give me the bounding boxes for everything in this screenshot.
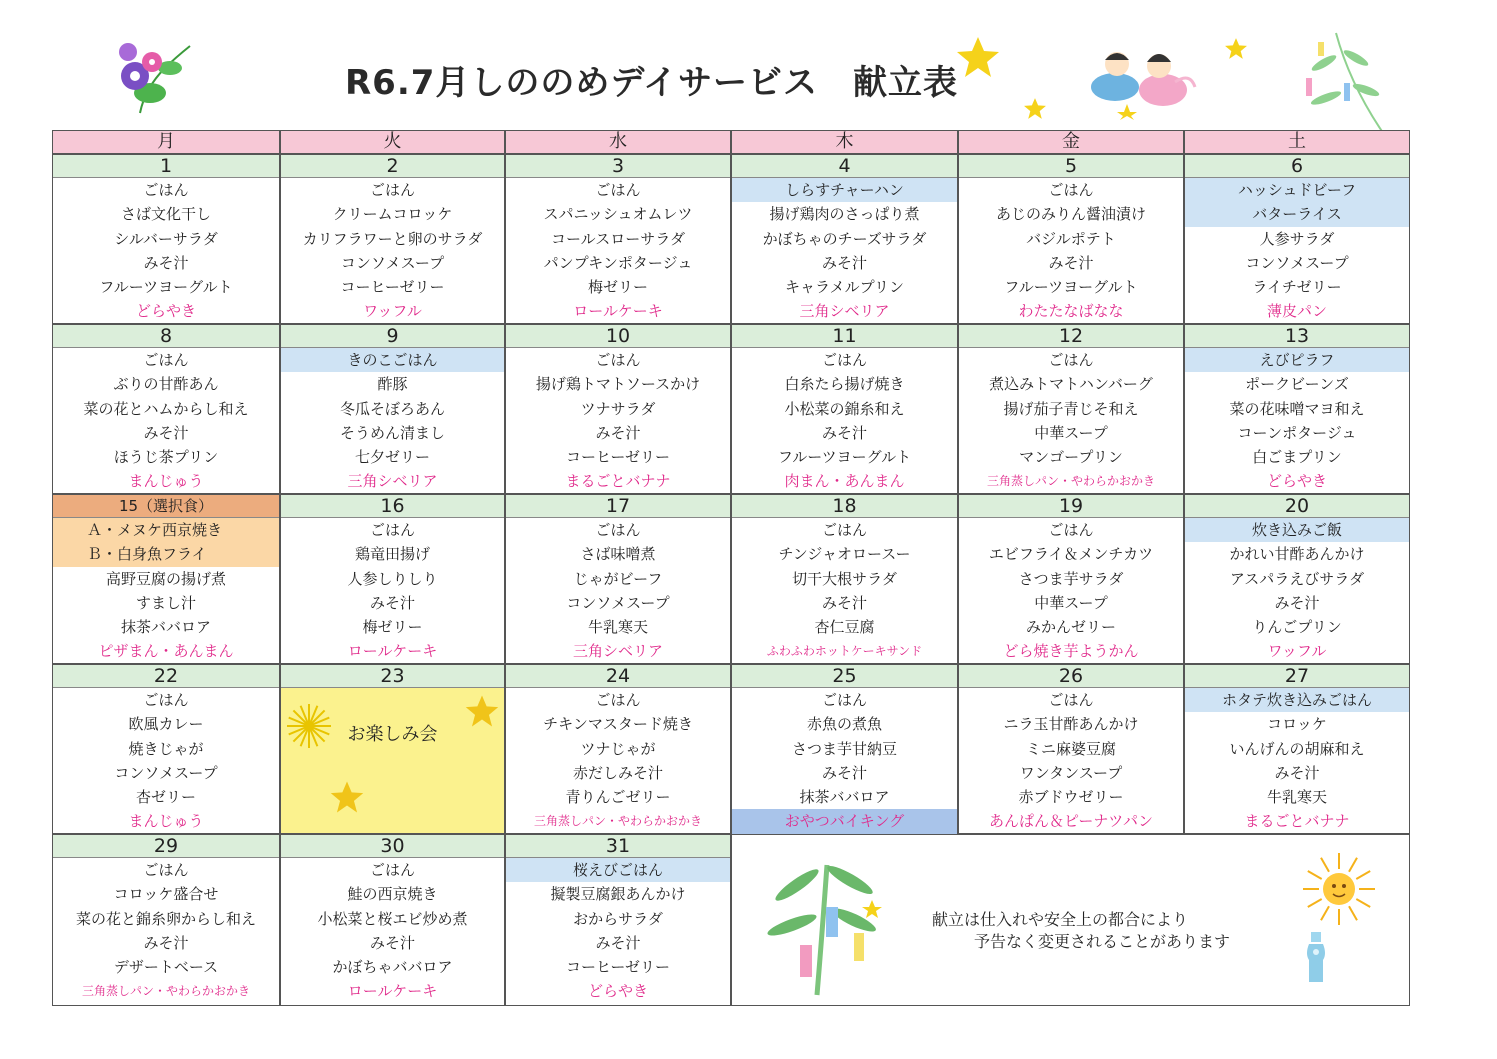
star-icon bbox=[955, 35, 1001, 79]
menu-list bbox=[1185, 518, 1409, 664]
menu-item: みそ汁 bbox=[143, 423, 189, 442]
menu-item: バジルポテト bbox=[1026, 229, 1116, 248]
menu-item: かぼちゃババロア bbox=[332, 958, 453, 977]
menu-item: ごはん bbox=[143, 861, 189, 879]
menu-item: 菜の花味噌マヨ和え bbox=[1229, 399, 1365, 418]
day-number: 5 bbox=[959, 155, 1183, 178]
menu-item: フルーツヨーグルト bbox=[777, 448, 912, 467]
main-dish-item: しらすチャーハン bbox=[732, 178, 957, 202]
menu-item: 中華スープ bbox=[1034, 593, 1108, 612]
menu-item: みそ汁 bbox=[821, 593, 867, 612]
day-number: 16 bbox=[281, 495, 504, 518]
menu-item: デザートベース bbox=[113, 958, 219, 977]
menu-list bbox=[53, 688, 279, 834]
menu-item: ごはん bbox=[595, 691, 641, 709]
menu-item: さつま芋サラダ bbox=[1018, 569, 1124, 588]
event-label: お楽しみ会 bbox=[347, 724, 438, 745]
menu-list bbox=[506, 348, 730, 494]
menu-list bbox=[281, 348, 504, 494]
day-number: 20 bbox=[1185, 495, 1409, 518]
star-icon bbox=[1023, 97, 1047, 120]
menu-list bbox=[281, 518, 504, 664]
menu-item: さつま芋甘納豆 bbox=[791, 739, 897, 758]
orihime-hikoboshi-illustration bbox=[1085, 42, 1197, 120]
menu-list bbox=[1185, 688, 1409, 834]
menu-list bbox=[53, 518, 279, 664]
day-cell bbox=[731, 664, 958, 834]
day-number: 27 bbox=[1185, 665, 1409, 688]
snack-item: ワッフル bbox=[1267, 642, 1327, 661]
menu-list bbox=[959, 518, 1183, 664]
menu-list bbox=[506, 858, 730, 1004]
snack-item: ピザまん・あんまん bbox=[98, 642, 234, 661]
bamboo-decoration-icon bbox=[1296, 28, 1394, 143]
menu-item: ごはん bbox=[369, 181, 415, 199]
day-number: 30 bbox=[281, 835, 504, 858]
menu-item: マンゴープリン bbox=[1019, 448, 1123, 467]
menu-list bbox=[732, 518, 957, 664]
menu-list bbox=[53, 858, 279, 1004]
main-dish-item: えびピラフ bbox=[1185, 348, 1409, 372]
menu-list bbox=[281, 178, 504, 324]
main-dish-item: 炊き込みご飯 bbox=[1185, 518, 1409, 542]
day-number: 10 bbox=[506, 325, 730, 348]
menu-item: ワンタンスープ bbox=[1019, 763, 1123, 782]
snack-item: 三角蒸しパン・やわらかおかき bbox=[81, 984, 250, 999]
day-number: 1 bbox=[53, 155, 279, 178]
snack-item: どらやき bbox=[587, 982, 648, 1001]
menu-item: カリフラワーと卵のサラダ bbox=[302, 229, 483, 248]
menu-item: コーヒーゼリー bbox=[565, 448, 671, 467]
menu-item: 擬製豆腐銀あんかけ bbox=[550, 885, 686, 904]
menu-item: みそ汁 bbox=[595, 423, 641, 442]
menu-item: りんごプリン bbox=[1252, 618, 1342, 637]
menu-list bbox=[1185, 348, 1409, 494]
menu-item: フルーツヨーグルト bbox=[1004, 278, 1138, 297]
menu-item: キャラメルプリン bbox=[785, 278, 904, 297]
day-cell bbox=[1184, 154, 1410, 324]
choice-item: Ｂ・白身魚フライ bbox=[53, 542, 279, 566]
menu-item: 酢豚 bbox=[377, 375, 408, 394]
menu-item: 冬瓜そぼろあん bbox=[339, 399, 445, 418]
menu-item: フルーツヨーグルト bbox=[99, 278, 233, 297]
snack-item: まんじゅう bbox=[128, 812, 204, 831]
menu-item: 牛乳寒天 bbox=[587, 618, 648, 637]
menu-item: クリームコロッケ bbox=[332, 205, 453, 224]
day-cell bbox=[52, 494, 280, 664]
menu-item: 揚げ茄子青じそ和え bbox=[1003, 399, 1139, 418]
menu-item: ごはん bbox=[821, 691, 867, 709]
menu-item: ほうじ茶プリン bbox=[113, 448, 219, 467]
menu-item: みそ汁 bbox=[821, 763, 867, 782]
menu-item: おからサラダ bbox=[573, 909, 663, 928]
snack-item: 三角シベリア bbox=[347, 472, 438, 491]
menu-item: パンプキンポタージュ bbox=[543, 253, 693, 272]
menu-item: ごはん bbox=[595, 351, 641, 369]
notice-box bbox=[731, 834, 1410, 1006]
menu-item: 人参サラダ bbox=[1259, 229, 1335, 248]
menu-item: 切干大根サラダ bbox=[792, 569, 897, 588]
menu-item: 赤ブドウゼリー bbox=[1018, 788, 1124, 807]
snack-item: ふわふわホットケーキサンド bbox=[766, 644, 923, 659]
menu-item: ミニ麻婆豆腐 bbox=[1025, 739, 1116, 758]
day-cell bbox=[505, 494, 731, 664]
day-number: 13 bbox=[1185, 325, 1409, 348]
snack-item: 三角蒸しパン・やわらかおかき bbox=[986, 474, 1155, 489]
notice-text bbox=[932, 909, 1230, 953]
menu-item: かぼちゃのチーズサラダ bbox=[762, 229, 927, 248]
menu-item: 七夕ゼリー bbox=[354, 448, 430, 467]
event-day-cell bbox=[280, 664, 505, 834]
weekday-header: 金 bbox=[958, 130, 1184, 154]
menu-list bbox=[53, 348, 279, 494]
day-cell bbox=[280, 154, 505, 324]
menu-item: シルバーサラダ bbox=[114, 229, 218, 248]
menu-list bbox=[732, 178, 957, 324]
snack-item: ロールケーキ bbox=[347, 982, 438, 1001]
star-icon bbox=[329, 780, 365, 814]
day-cell bbox=[280, 834, 505, 1006]
menu-item: 青りんごゼリー bbox=[565, 788, 671, 807]
menu-item: ごはん bbox=[1048, 351, 1094, 369]
choice-item: Ａ・メヌケ西京焼き bbox=[53, 518, 279, 542]
snack-item: まるごとバナナ bbox=[1244, 812, 1350, 831]
menu-item: チンジャオロースー bbox=[778, 545, 911, 564]
day-cell bbox=[958, 324, 1184, 494]
menu-item: 中華スープ bbox=[1034, 423, 1108, 442]
menu-list bbox=[506, 688, 730, 834]
menu-item: コンソメスープ bbox=[566, 593, 670, 612]
main-dish-item: ホタテ炊き込みごはん bbox=[1185, 688, 1409, 712]
snack-item: あんぱん＆ピーナツパン bbox=[989, 812, 1153, 831]
snack-item: ワッフル bbox=[363, 302, 422, 321]
menu-item: いんげんの胡麻和え bbox=[1229, 739, 1365, 758]
menu-item: 揚げ鶏トマトソースかけ bbox=[535, 375, 701, 394]
menu-item: コンソメスープ bbox=[114, 763, 218, 782]
day-number: 17 bbox=[506, 495, 730, 518]
menu-list bbox=[506, 178, 730, 324]
menu-item: みそ汁 bbox=[1274, 763, 1320, 782]
day-cell bbox=[1184, 494, 1410, 664]
menu-item: エビフライ＆メンチカツ bbox=[988, 545, 1154, 564]
day-cell bbox=[52, 834, 280, 1006]
day-number: 2 bbox=[281, 155, 504, 178]
menu-item: ニラ玉甘酢あんかけ bbox=[1003, 715, 1139, 734]
day-number: 18 bbox=[732, 495, 957, 518]
menu-item: 牛乳寒天 bbox=[1266, 788, 1327, 807]
menu-item: ごはん bbox=[143, 691, 189, 709]
snack-item: 三角シベリア bbox=[572, 642, 663, 661]
weekday-header: 木 bbox=[731, 130, 958, 154]
menu-item: 揚げ鶏肉のさっぱり煮 bbox=[769, 205, 920, 224]
menu-item: 焼きじゃが bbox=[128, 739, 204, 758]
day-number: 6 bbox=[1185, 155, 1409, 178]
notice-line: 献立は仕入れや安全上の都合により bbox=[932, 910, 1189, 929]
menu-item: ごはん bbox=[595, 521, 641, 539]
menu-item: じゃがビーフ bbox=[573, 569, 663, 588]
menu-item: ごはん bbox=[821, 521, 867, 539]
menu-item: みそ汁 bbox=[369, 933, 415, 952]
snack-item: わたたなばなな bbox=[1018, 302, 1124, 321]
day-cell bbox=[1184, 664, 1410, 834]
sun-icon bbox=[1299, 849, 1379, 929]
menu-item: みそ汁 bbox=[821, 253, 867, 272]
day-cell bbox=[958, 664, 1184, 834]
menu-item: 抹茶ババロア bbox=[799, 788, 890, 807]
snack-item: 三角蒸しパン・やわらかおかき bbox=[533, 814, 702, 829]
menu-item: ごはん bbox=[143, 181, 189, 199]
day-cell bbox=[52, 154, 280, 324]
snack-item: おやつバイキング bbox=[732, 809, 957, 833]
menu-item: コーンポタージュ bbox=[1237, 423, 1357, 442]
menu-item: ごはん bbox=[1048, 521, 1094, 539]
notice-line: 予告なく変更されることがあります bbox=[974, 932, 1231, 951]
day-number: 31 bbox=[506, 835, 730, 858]
menu-item: ポークビーンズ bbox=[1245, 375, 1349, 394]
snack-item: どらやき bbox=[1266, 472, 1327, 491]
snack-item: どらやき bbox=[135, 302, 196, 321]
snack-item: どら焼き芋ようかん bbox=[1003, 642, 1139, 661]
day-cell bbox=[52, 324, 280, 494]
weekday-header: 月 bbox=[52, 130, 280, 154]
day-number: 12 bbox=[959, 325, 1183, 348]
day-cell bbox=[505, 664, 731, 834]
day-cell bbox=[958, 154, 1184, 324]
menu-item: 鶏竜田揚げ bbox=[354, 545, 430, 564]
menu-list bbox=[732, 688, 957, 834]
day-number: 23 bbox=[281, 665, 504, 688]
day-cell bbox=[731, 494, 958, 664]
menu-item: コーヒーゼリー bbox=[340, 278, 445, 297]
day-cell bbox=[731, 324, 958, 494]
menu-item: コロッケ盛合せ bbox=[113, 885, 219, 904]
menu-item: 菜の花とハムからし和え bbox=[83, 399, 249, 418]
menu-list bbox=[959, 178, 1183, 324]
menu-item: ぶりの甘酢あん bbox=[113, 375, 219, 394]
menu-list bbox=[959, 348, 1183, 494]
day-cell bbox=[505, 154, 731, 324]
day-number: 24 bbox=[506, 665, 730, 688]
main-dish-item: ハッシュドビーフ bbox=[1185, 178, 1409, 202]
menu-item: みそ汁 bbox=[143, 933, 189, 952]
menu-item: みそ汁 bbox=[1048, 253, 1094, 272]
day-cell bbox=[505, 834, 731, 1006]
menu-item: 赤魚の煮魚 bbox=[806, 715, 882, 734]
menu-list bbox=[732, 348, 957, 494]
menu-item: 梅ゼリー bbox=[587, 278, 648, 297]
star-icon bbox=[1224, 37, 1248, 60]
menu-item: 菜の花と錦糸卵からし和え bbox=[75, 909, 256, 928]
weekday-header: 土 bbox=[1184, 130, 1410, 154]
menu-item: 抹茶ババロア bbox=[120, 618, 211, 637]
snack-item: まんじゅう bbox=[128, 472, 204, 491]
day-cell bbox=[280, 324, 505, 494]
menu-list bbox=[53, 178, 279, 324]
menu-item: 高野豆腐の揚げ煮 bbox=[105, 569, 226, 588]
day-cell bbox=[505, 324, 731, 494]
snack-item: 薄皮パン bbox=[1266, 302, 1327, 321]
menu-list bbox=[959, 688, 1183, 834]
menu-item: スパニッシュオムレツ bbox=[543, 205, 693, 224]
day-cell bbox=[52, 664, 280, 834]
snack-item: ロールケーキ bbox=[347, 642, 438, 661]
menu-item: ごはん bbox=[821, 351, 867, 369]
day-number: 4 bbox=[732, 155, 957, 178]
menu-calendar bbox=[52, 130, 1410, 1006]
menu-item: 人参しりしり bbox=[347, 569, 438, 588]
ramune-bottle-icon bbox=[1303, 930, 1329, 985]
day-number: 3 bbox=[506, 155, 730, 178]
menu-item: みそ汁 bbox=[143, 253, 189, 272]
menu-item: 梅ゼリー bbox=[362, 618, 423, 637]
day-number: 22 bbox=[53, 665, 279, 688]
weekday-header: 火 bbox=[280, 130, 505, 154]
day-number: 19 bbox=[959, 495, 1183, 518]
day-number: 11 bbox=[732, 325, 957, 348]
menu-list bbox=[1185, 178, 1409, 324]
snack-item: 肉まん・あんまん bbox=[784, 472, 905, 491]
page-title: R6.7月しののめデイサービス 献立表 bbox=[345, 63, 959, 103]
menu-item: アスパラえびサラダ bbox=[1229, 569, 1365, 588]
snack-item: 三角シベリア bbox=[799, 302, 890, 321]
menu-list bbox=[506, 518, 730, 664]
menu-item: 白ごまプリン bbox=[1252, 448, 1342, 467]
menu-item: 赤だしみそ汁 bbox=[572, 763, 663, 782]
day-number: 15（選択食） bbox=[53, 495, 279, 518]
menu-item: ごはん bbox=[369, 861, 415, 879]
menu-item: ごはん bbox=[1048, 181, 1094, 199]
menu-item: そうめん清まし bbox=[339, 423, 445, 442]
day-cell bbox=[1184, 324, 1410, 494]
menu-item: すまし汁 bbox=[135, 593, 196, 612]
menu-item: みそ汁 bbox=[821, 423, 867, 442]
menu-item: ツナサラダ bbox=[580, 399, 656, 418]
day-cell bbox=[958, 494, 1184, 664]
day-number: 29 bbox=[53, 835, 279, 858]
menu-item: ごはん bbox=[1048, 691, 1094, 709]
day-number: 25 bbox=[732, 665, 957, 688]
weekday-header: 水 bbox=[505, 130, 731, 154]
menu-item: コンソメスープ bbox=[340, 253, 445, 272]
main-dish-item: きのこごはん bbox=[281, 348, 504, 372]
menu-item: 欧風カレー bbox=[128, 715, 204, 734]
menu-item: みそ汁 bbox=[1274, 593, 1320, 612]
menu-item: ごはん bbox=[143, 351, 189, 369]
menu-item: みそ汁 bbox=[369, 593, 415, 612]
menu-item: 煮込みトマトハンバーグ bbox=[989, 375, 1153, 394]
tanabata-bamboo-icon bbox=[762, 845, 882, 1000]
menu-item: チキンマスタード焼き bbox=[543, 715, 693, 734]
morning-glory-illustration bbox=[110, 38, 195, 116]
snack-item: まるごとバナナ bbox=[565, 472, 671, 491]
menu-item: 鮭の西京焼き bbox=[347, 885, 438, 904]
menu-item: 小松菜の錦糸和え bbox=[784, 399, 905, 418]
snack-item: ロールケーキ bbox=[573, 302, 663, 321]
menu-item: ツナじゃが bbox=[580, 739, 656, 758]
menu-item: コロッケ bbox=[1267, 715, 1327, 734]
day-number: 26 bbox=[959, 665, 1183, 688]
main-dish-item: バターライス bbox=[1185, 202, 1409, 226]
menu-item: 小松菜と桜エビ炒め煮 bbox=[317, 909, 468, 928]
menu-item: ごはん bbox=[369, 521, 415, 539]
day-number: 8 bbox=[53, 325, 279, 348]
menu-item: みかんゼリー bbox=[1025, 618, 1116, 637]
menu-item: コールスローサラダ bbox=[550, 229, 686, 248]
day-number: 9 bbox=[281, 325, 504, 348]
menu-item: ごはん bbox=[595, 181, 641, 199]
menu-list bbox=[281, 858, 504, 1004]
menu-item: あじのみりん醤油漬け bbox=[995, 205, 1146, 224]
event-area bbox=[281, 688, 504, 833]
menu-item: 杏仁豆腐 bbox=[814, 618, 875, 637]
menu-item: さば味噌煮 bbox=[580, 545, 656, 564]
menu-item: コンソメスープ bbox=[1245, 253, 1349, 272]
day-cell bbox=[731, 154, 958, 324]
menu-item: みそ汁 bbox=[595, 933, 641, 952]
menu-item: コーヒーゼリー bbox=[565, 958, 671, 977]
menu-item: かれい甘酢あんかけ bbox=[1229, 545, 1365, 564]
menu-item: 杏ゼリー bbox=[135, 788, 196, 807]
menu-item: ライチゼリー bbox=[1252, 278, 1342, 297]
day-cell bbox=[280, 494, 505, 664]
menu-item: 白糸たら揚げ焼き bbox=[784, 375, 905, 394]
menu-item: さば文化干し bbox=[120, 205, 211, 224]
main-dish-item: 桜えびごはん bbox=[506, 858, 730, 882]
